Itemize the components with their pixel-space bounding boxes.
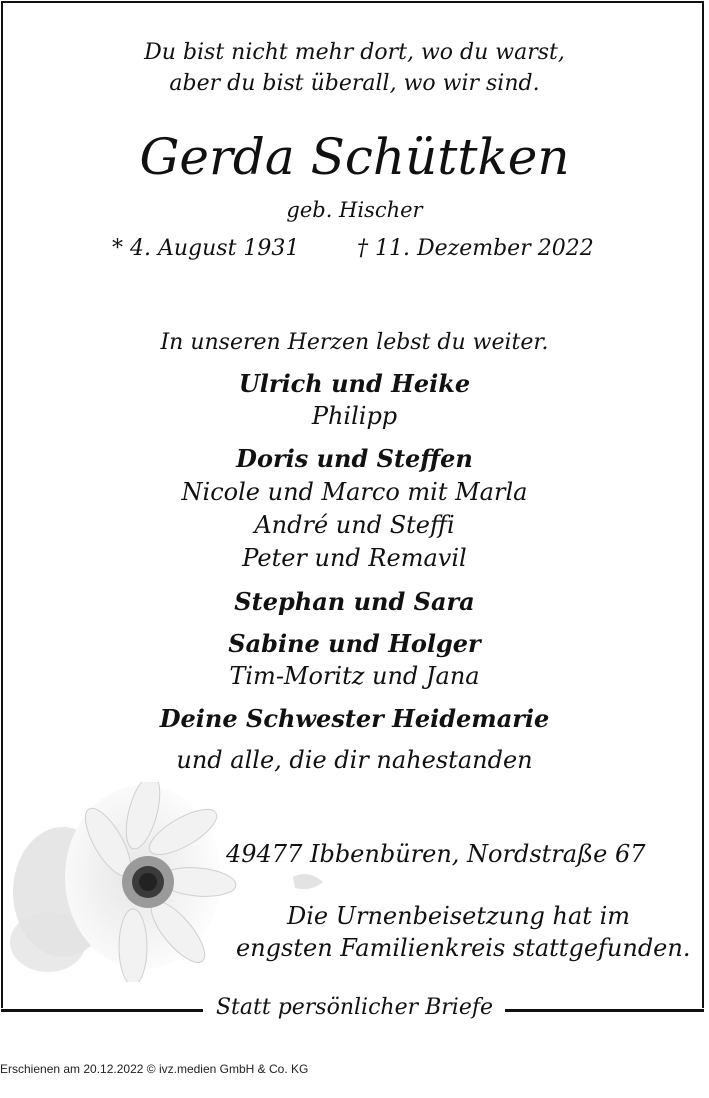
mourner-group-2: Doris und Steffen bbox=[236, 444, 473, 473]
mourner-group-3: Stephan und Sara bbox=[234, 587, 475, 616]
mourners-closing: und alle, die dir nahestanden bbox=[176, 746, 533, 774]
mourner-sub: André und Steffi bbox=[254, 511, 455, 539]
address: 49477 Ibbenbüren, Nordstraße 67 bbox=[226, 840, 646, 868]
deceased-name: Gerda Schüttken bbox=[139, 128, 570, 186]
death-date: † 11. Dezember 2022 bbox=[357, 236, 594, 261]
burial-line-1: Die Urnenbeisetzung hat im bbox=[287, 902, 630, 930]
mourner-group-1: Ulrich und Heike bbox=[238, 369, 471, 398]
burial-line-2: engsten Familienkreis stattgefunden. bbox=[236, 934, 691, 962]
birth-date: * 4. August 1931 bbox=[112, 236, 300, 261]
publication-footer: Erschienen am 20.12.2022 © ivz.medien GmbH & Co. KG bbox=[0, 1062, 309, 1076]
mourner-sub: Tim-Moritz und Jana bbox=[229, 662, 480, 690]
mourner-sub: Philipp bbox=[311, 402, 398, 430]
statt-briefe: Statt persönlicher Briefe bbox=[215, 995, 494, 1020]
quote-line-1: Du bist nicht mehr dort, wo du warst, bbox=[144, 40, 565, 65]
mourner-group-4: Sabine und Holger bbox=[228, 629, 481, 658]
mourner-group-5: Deine Schwester Heidemarie bbox=[159, 704, 550, 733]
mourner-sub: Peter und Remavil bbox=[242, 544, 467, 572]
mourner-sub: Nicole und Marco mit Marla bbox=[181, 478, 528, 506]
maiden-name: geb. Hischer bbox=[286, 198, 423, 222]
mourners-intro: In unseren Herzen lebst du weiter. bbox=[160, 330, 549, 355]
quote-line-2: aber du bist überall, wo wir sind. bbox=[169, 71, 540, 96]
